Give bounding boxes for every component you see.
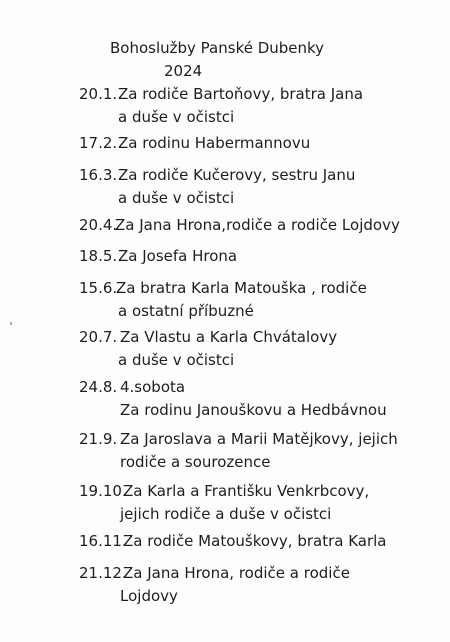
entry-date: 15.6. xyxy=(79,279,118,297)
entry-text-continued: jejich rodiče a duše v očistci xyxy=(120,505,332,523)
entry-text: Za rodinu Habermannovu xyxy=(118,134,311,152)
entry-text: Za rodiče Bartoňovy, bratra Jana xyxy=(118,85,364,103)
entry-date: 17.2. xyxy=(79,134,118,152)
entry-text-continued: rodiče a sourozence xyxy=(120,453,271,471)
entry-text: Za Jana Hrona, rodiče a rodiče xyxy=(123,564,350,582)
document-year: 2024 xyxy=(164,62,203,80)
entry-text-continued: a duše v očistci xyxy=(118,108,235,126)
entry-text: Za Vlastu a Karla Chvátalovy xyxy=(120,328,338,346)
entry-text: Za bratra Karla Matouška , rodiče xyxy=(116,279,367,297)
entry-date: 16.11. xyxy=(79,532,127,550)
entry-text: Za Josefa Hrona xyxy=(118,247,238,265)
entry-date: 18.5. xyxy=(79,247,118,265)
entry-text: 4.sobota xyxy=(120,378,186,396)
document-title: Bohoslužby Panské Dubenky xyxy=(110,39,325,57)
entry-date: 16.3. xyxy=(79,166,118,184)
entry-text-continued: Za rodinu Janouškovu a Hedbávnou xyxy=(120,401,387,419)
entry-text: Za Jaroslava a Marii Matějkovy, jejich xyxy=(120,430,398,448)
entry-text: Za Karla a Františku Venkrbcovy, xyxy=(123,482,370,500)
entry-date: 24.8. xyxy=(79,378,118,396)
entry-date: 20.7. xyxy=(79,328,118,346)
scan-speck xyxy=(10,322,12,325)
entry-date: 19.10. xyxy=(79,482,127,500)
entry-date: 20.4. xyxy=(79,216,118,234)
entry-text-continued: a ostatní příbuzné xyxy=(118,302,254,320)
entry-text: Za Jana Hrona,rodiče a rodiče Lojdovy xyxy=(115,216,400,234)
entry-date: 20.1. xyxy=(79,85,118,103)
entry-date: 21.12. xyxy=(79,564,127,582)
entry-text-continued: a duše v očistci xyxy=(118,189,235,207)
entry-text-continued: a duše v očistci xyxy=(118,351,235,369)
entry-text: Za rodiče Matouškovy, bratra Karla xyxy=(123,532,387,550)
entry-text-continued: Lojdovy xyxy=(120,587,178,605)
entry-date: 21.9. xyxy=(79,430,118,448)
entry-text: Za rodiče Kučerovy, sestru Janu xyxy=(118,166,356,184)
